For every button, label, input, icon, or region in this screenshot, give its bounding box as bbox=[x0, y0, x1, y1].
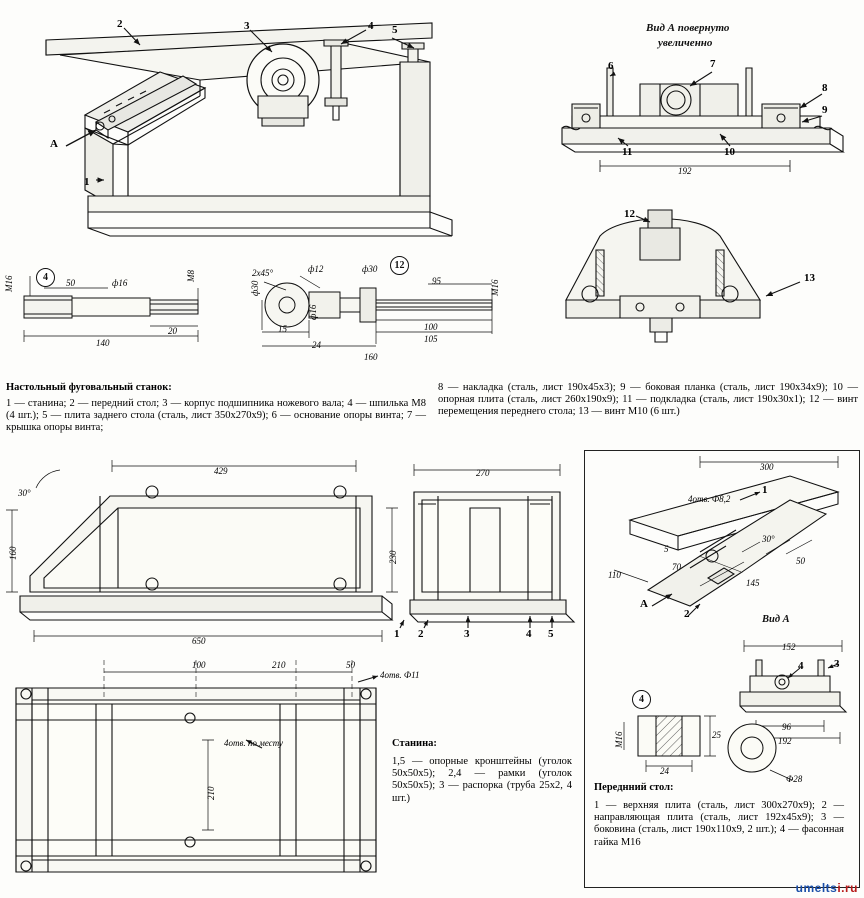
dim-shaft-15: 15 bbox=[278, 324, 287, 334]
dim-stud-50: 50 bbox=[66, 278, 75, 288]
callout-ft-3: 3 bbox=[834, 658, 840, 670]
dim-ft-4holes: 4отв. Ф8,2 bbox=[688, 494, 731, 504]
frame-end-geometry bbox=[386, 464, 574, 628]
callout-housing-12: 12 bbox=[624, 208, 635, 220]
dim-shaft-d30-left: ф30 bbox=[250, 280, 260, 296]
balloon-part-4: 4 bbox=[36, 268, 55, 287]
callout-viewa-9: 9 bbox=[822, 104, 828, 116]
watermark: umeltsi.ru bbox=[795, 881, 858, 895]
dim-ft-300: 300 bbox=[760, 462, 774, 472]
dim-ft-110: 110 bbox=[608, 570, 621, 580]
dim-frame-230: 230 bbox=[388, 550, 398, 564]
view-a-geometry bbox=[562, 68, 843, 172]
callout-housing-13: 13 bbox=[804, 272, 815, 284]
dim-stud-d16: ф16 bbox=[112, 278, 128, 288]
callout-ft-2: 2 bbox=[684, 608, 690, 620]
callout-ft-4: 4 bbox=[798, 660, 804, 672]
dim-stud-20: 20 bbox=[168, 326, 177, 336]
dim-shaft-d12: ф12 bbox=[308, 264, 324, 274]
legend-column-left: 1 — станина; 2 — передний стол; 3 — корпус подшипника ножевого вала; 4 — шпилька М8 (4 шт.); 5 — плита заднего стола (сталь, лист 350х270х9); 6 — основание опоры винта; 7 — крышка опоры винта; bbox=[6, 398, 426, 434]
dim-top-100: 100 bbox=[192, 660, 206, 670]
frame-note-heading: Станина: bbox=[392, 738, 437, 749]
callout-main-2: 2 bbox=[117, 18, 123, 30]
callout-ft-section-a: A bbox=[640, 598, 648, 610]
dim-top-210: 210 bbox=[272, 660, 286, 670]
dim-ft-145: 145 bbox=[746, 578, 760, 588]
dim-ft-30deg: 30° bbox=[762, 534, 775, 544]
dim-frame-650: 650 bbox=[192, 636, 206, 646]
front-table-view-a-label: Вид А bbox=[762, 614, 790, 625]
dim-frame-429: 429 bbox=[214, 466, 228, 476]
legend-column-right: 8 — накладка (сталь, лист 190х45х3); 9 — боковая планка (сталь, лист 190х34х9); 10 — опорная плита (сталь, лист 260х190х9); 11 — подкладка (сталь, лист 190х30х1); 12 — винт перемещения переднего стола; 13 — винт М10 (6 шт.) bbox=[438, 382, 858, 418]
dim-viewa-192: 192 bbox=[678, 166, 692, 176]
callout-viewa-6: 6 bbox=[608, 60, 614, 72]
dim-ft-50: 50 bbox=[796, 556, 805, 566]
callout-main-1: 1 bbox=[84, 176, 90, 188]
legend-heading: Настольный фуговальный станок: bbox=[6, 382, 172, 393]
screw-shaft-geometry bbox=[262, 276, 492, 346]
balloon-ft-4: 4 bbox=[632, 690, 651, 709]
callout-main-4: 4 bbox=[368, 20, 374, 32]
dim-stud-m8: М8 bbox=[186, 270, 196, 282]
dim-shaft-chamfer: 2х45° bbox=[252, 268, 274, 278]
front-table-note-body: 1 — верхняя плита (сталь, лист 300х270х9); 2 — направляющая плита (сталь, лист 192х45х9); 3 — боковина (сталь, лист 190х110х9, 2 шт.); 4 — фасонная гайка М16 bbox=[594, 800, 844, 848]
dim-ft-24: 24 bbox=[660, 766, 669, 776]
bearing-housing-geometry bbox=[566, 210, 800, 342]
dim-shaft-160: 160 bbox=[364, 352, 378, 362]
callout-viewa-8: 8 bbox=[822, 82, 828, 94]
dim-frame-30deg: 30° bbox=[18, 488, 31, 498]
dim-top-50: 50 bbox=[346, 660, 355, 670]
dim-shaft-95: 95 bbox=[432, 276, 441, 286]
dim-stud-m16: М16 bbox=[4, 275, 14, 292]
callout-viewa-10: 10 bbox=[724, 146, 735, 158]
dim-shaft-d30-right: ф30 bbox=[362, 264, 378, 274]
section-mark-a: A bbox=[50, 138, 58, 150]
dim-stud-140: 140 bbox=[96, 338, 110, 348]
front-table-note-heading: Переднний стол: bbox=[594, 782, 674, 793]
callout-frame-5: 5 bbox=[548, 628, 554, 640]
balloon-part-12: 12 bbox=[390, 256, 409, 275]
callout-frame-4: 4 bbox=[526, 628, 532, 640]
callout-viewa-7: 7 bbox=[710, 58, 716, 70]
dim-frame-270: 270 bbox=[476, 468, 490, 478]
frame-top-geometry bbox=[16, 660, 378, 872]
dim-ft-d28: Ф28 bbox=[786, 774, 803, 784]
callout-main-3: 3 bbox=[244, 20, 250, 32]
view-a-caption-line2: увеличенно bbox=[658, 37, 713, 49]
callout-frame-1: 1 bbox=[394, 628, 400, 640]
dim-top-210-vert: 210 bbox=[206, 786, 216, 800]
dim-ft-96: 96 bbox=[782, 722, 791, 732]
callout-viewa-11: 11 bbox=[622, 146, 633, 158]
dim-ft-70: 70 bbox=[672, 562, 681, 572]
dim-ft-25: 25 bbox=[712, 730, 721, 740]
dim-ft-152: 152 bbox=[782, 642, 796, 652]
dim-shaft-24: 24 bbox=[312, 340, 321, 350]
callout-main-5: 5 bbox=[392, 24, 398, 36]
dim-ft-5: 5 bbox=[664, 544, 669, 554]
callout-frame-2: 2 bbox=[418, 628, 424, 640]
main-assembly-geometry bbox=[46, 23, 452, 236]
dim-frame-160: 160 bbox=[8, 546, 18, 560]
dim-ft-m16: М16 bbox=[614, 731, 624, 748]
frame-side-geometry bbox=[6, 460, 392, 642]
dim-top-4holes-d11: 4отв. Ф11 bbox=[380, 670, 420, 680]
view-a-caption-line1: Вид А повернуто bbox=[646, 22, 730, 34]
dim-shaft-m16: М16 bbox=[490, 279, 500, 296]
dim-shaft-100: 100 bbox=[424, 322, 438, 332]
dim-ft-192: 192 bbox=[778, 736, 792, 746]
frame-note-body: 1,5 — опорные кронштейны (уголок 50х50х5); 2,4 — рамки (уголок 50х50х5); 3 — распорка (труба 25х2, 4 шт.) bbox=[392, 756, 572, 804]
dim-top-4holes-place: 4отв. по месту bbox=[224, 738, 284, 748]
dim-shaft-d16: ф16 bbox=[308, 304, 318, 320]
callout-frame-3: 3 bbox=[464, 628, 470, 640]
dim-shaft-105: 105 bbox=[424, 334, 438, 344]
callout-ft-1: 1 bbox=[762, 484, 768, 496]
